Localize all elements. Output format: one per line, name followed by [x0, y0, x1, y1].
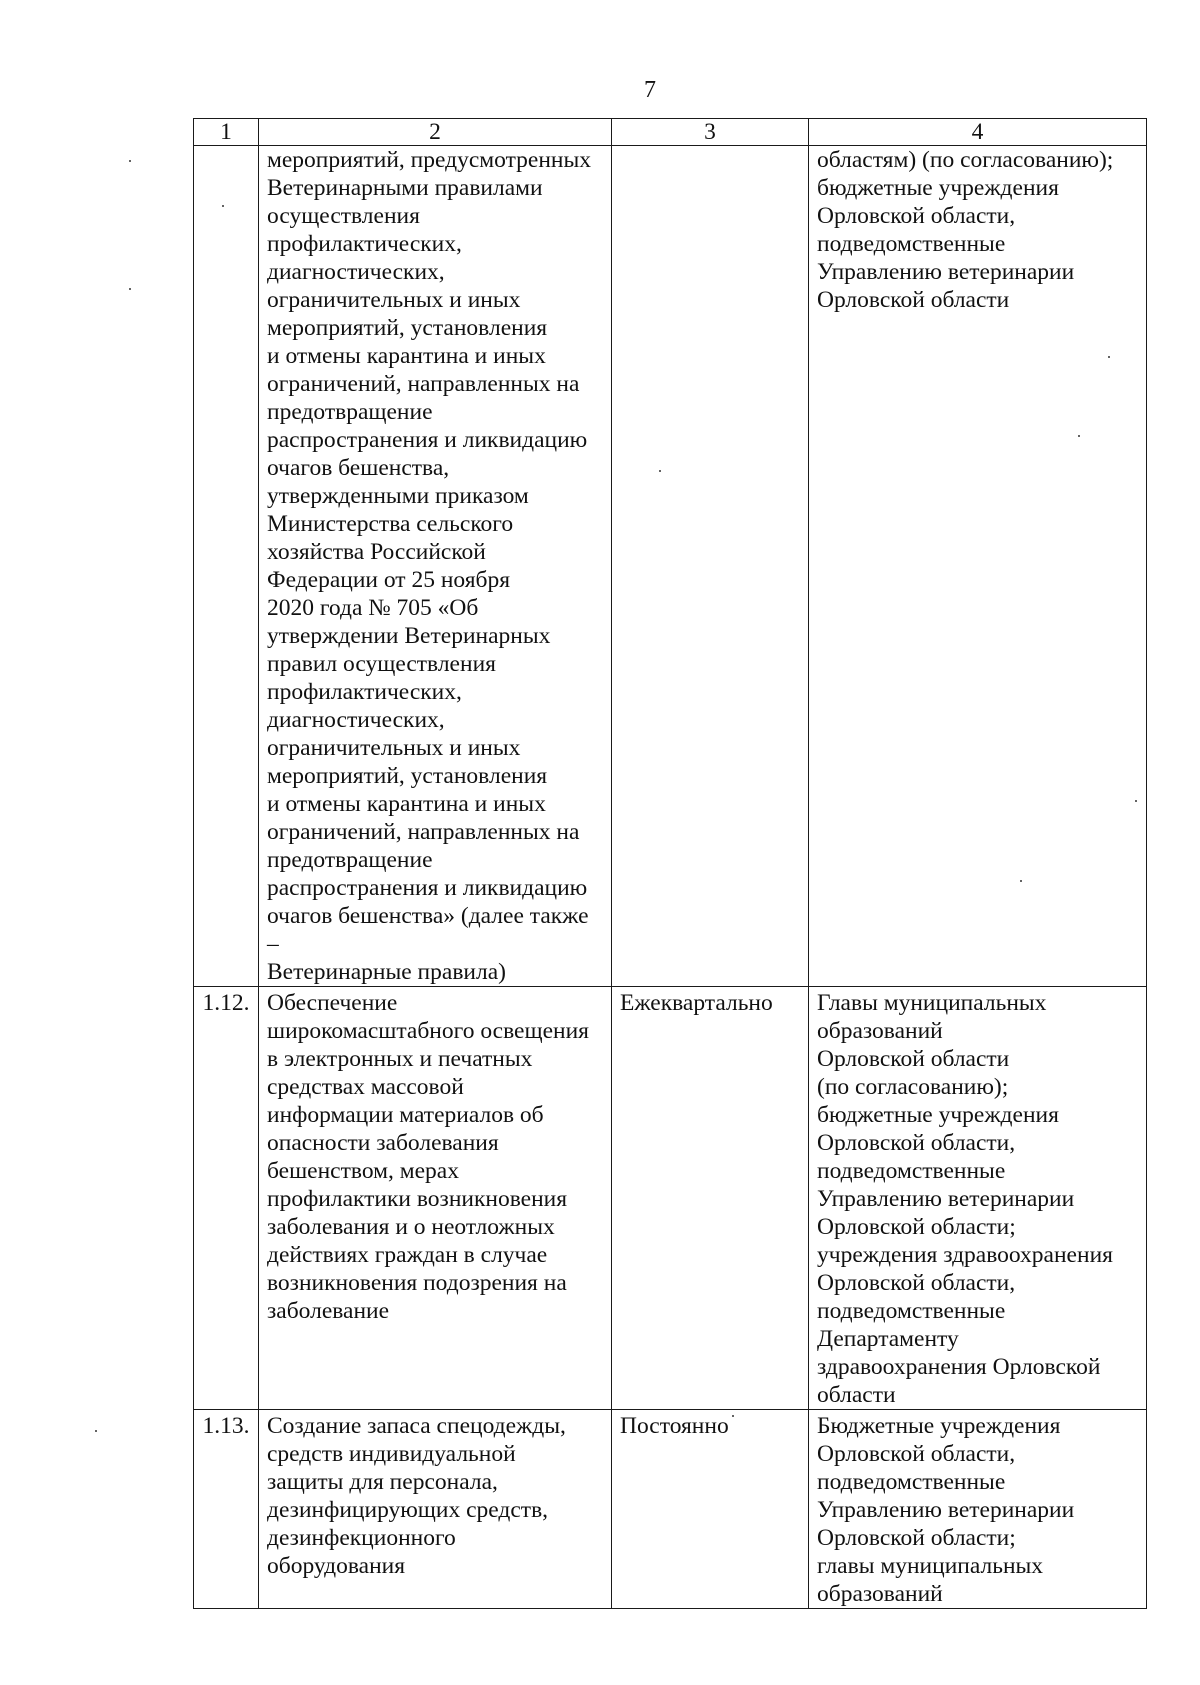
activity-cell [259, 987, 612, 1410]
table-row [194, 1410, 1147, 1609]
term-cell [612, 1410, 809, 1609]
row-number: 1.12. [202, 990, 250, 1016]
term-text: Постоянно [620, 1413, 729, 1439]
executors-text: Главы муниципальных образований Орловской области (по согласованию); бюджетные учреждения Орловской области, подведомственные Управлению ветеринарии Орловской области; учреждения здравоохранения Орловской области, подведомственные Департаменту здравоохранения Орловской области [817, 990, 1113, 1408]
scan-speck [732, 1415, 734, 1417]
activity-text: Обеспечение широкомасштабного освещения в электронных и печатных средствах массовой информации материалов об опасности заболевания бешенством, мерах профилактики возникновения заболевания и о неотложных действиях граждан в случае возникновения подозрения на заболевание [267, 990, 589, 1324]
scan-speck [222, 205, 224, 207]
term-cell [612, 146, 809, 987]
executors-text: Бюджетные учреждения Орловской области, подведомственные Управлению ветеринарии Орловской области; главы муниципальных образований [817, 1413, 1075, 1607]
row-number-cell [194, 987, 259, 1410]
executors-cell [809, 987, 1147, 1410]
row-number: 1.13. [202, 1413, 250, 1439]
executors-text: областям) (по согласованию); бюджетные учреждения Орловской области, подведомственные Управлению ветеринарии Орловской области [817, 147, 1114, 313]
scan-speck [129, 160, 131, 162]
executors-cell [809, 146, 1147, 987]
scan-speck [1108, 356, 1110, 358]
measures-table [193, 118, 1147, 1609]
table-row [194, 146, 1147, 987]
row-number-cell [194, 146, 259, 987]
scan-speck [129, 288, 131, 290]
page-number: 7 [644, 77, 656, 103]
scan-speck [1135, 800, 1137, 802]
column-header-3: 3 [612, 119, 809, 146]
scan-speck [95, 1430, 97, 1432]
table-row [194, 987, 1147, 1410]
row-number-cell [194, 1410, 259, 1609]
column-header-4: 4 [809, 119, 1147, 146]
activity-cell [259, 1410, 612, 1609]
scan-speck [1020, 880, 1022, 882]
executors-cell [809, 1410, 1147, 1609]
table-header-row [194, 119, 1147, 146]
activity-text: мероприятий, предусмотренных Ветеринарными правилами осуществления профилактических, диагностических, ограничительных и иных мероприятий, установления и отмены карантина и иных ограничений, направленных на предотвращение распространения и ликвидацию очагов бешенства, утвержденными приказом Министерства сельского хозяйства Российской Федерации от 25 ноября 2020 года № 705 «Об утверждении Ветеринарных правил осуществления профилактических, диагностических, ограничительных и иных мероприятий, установления и отмены карантина и иных ограничений, направленных на предотвращение распространения и ликвидацию очагов бешенства» (далее также – Ветеринарные правила) [267, 147, 592, 985]
column-header-1: 1 [194, 119, 259, 146]
activity-text: Создание запаса спецодежды, средств индивидуальной защиты для персонала, дезинфицирующих средств, дезинфекционного оборудования [267, 1413, 566, 1579]
scan-speck [659, 470, 661, 472]
scan-speck [1078, 435, 1080, 437]
column-header-2: 2 [259, 119, 612, 146]
activity-cell [259, 146, 612, 987]
term-cell [612, 987, 809, 1410]
term-text: Ежеквартально [620, 990, 773, 1016]
